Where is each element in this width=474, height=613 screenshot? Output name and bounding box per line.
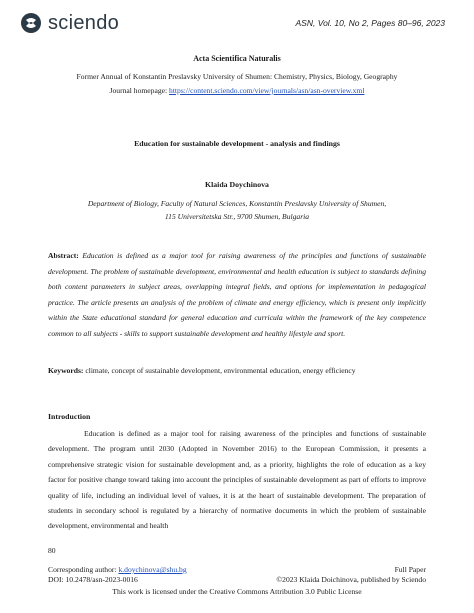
copyright: ©2023 Klaida Doichinova, published by Sciendo: [276, 575, 426, 584]
homepage-link[interactable]: https://content.sciendo.com/view/journals/asn/asn-overview.xml: [169, 86, 365, 95]
homepage-label: Journal homepage:: [109, 86, 170, 95]
paper-type: Full Paper: [394, 565, 426, 574]
introduction-text: Education is defined as a major tool for raising awareness of the principles and functions of sustainable development. The program until 2030 (Adopted in November 2016) to the European Commission, it presents a comprehensive strategic vision for sustainable development and, as a priority, highlights the role of education as a key factor for positive change toward taking into account the principles of sustainable development as part of efforts to improve quality of life, including an individual level of values, it is at the heart of sustainable development. The preparation of students in secondary school is regulated by a hierarchy of normative documents in which the problem of sustainable development, environmental and health: [48, 429, 426, 531]
citation: ASN, Vol. 10, No 2, Pages 80–96, 2023: [295, 18, 445, 28]
footer-left: [48, 565, 187, 585]
corresponding-author: [48, 565, 187, 575]
corresponding-email-link[interactable]: k.doychinova@shu.bg: [118, 565, 187, 574]
abstract: [48, 248, 426, 342]
doi: DOI: 10.2478/asn-2023-0016: [48, 575, 138, 584]
keywords-text: climate, concept of sustainable development, environmental education, energy efficiency: [83, 366, 356, 375]
logo-text: sciendo: [48, 11, 120, 34]
journal-homepage: [0, 86, 474, 95]
sciendo-logo-icon: [20, 12, 42, 34]
footer-right: [276, 565, 426, 585]
publisher-logo: [20, 12, 119, 34]
corresponding-label: Corresponding author:: [48, 565, 119, 574]
keywords-label: Keywords:: [48, 366, 84, 375]
article-title: Education for sustainable development - analysis and findings: [134, 139, 340, 148]
introduction-heading: Introduction: [48, 412, 91, 421]
abstract-text: Education is defined as a major tool for raising awareness of the principles and functions of sustainable development. The problem of sustainable development, environmental and health education is subject to standards defining both content parameters in subject areas, overlapping integral fields, and options for implementation in pedagogical practice. The article presents an analysis of the problem of climate and energy efficiency, which is present only implicitly within the State educational standard for general education and curricula within the framework of the key competence common to all subjects - skills to support sustainable development and healthy lifestyle and sport.: [48, 251, 426, 338]
affiliation-line-1: Department of Biology, Faculty of Natural Sciences, Konstantin Preslavsky University of Shumen,: [87, 199, 387, 208]
abstract-label: Abstract:: [48, 251, 79, 260]
journal-name: Acta Scientifica Naturalis: [193, 54, 281, 63]
page-number: 80: [48, 546, 56, 555]
keywords: [48, 366, 426, 375]
author-name: Klaida Doychinova: [205, 180, 269, 189]
license-notice: This work is licensed under the Creative Commons Attribution 3.0 Public License: [112, 587, 362, 596]
journal-former-name: Former Annual of Konstantin Preslavsky University of Shumen: Chemistry, Physics, Biology, Geography: [76, 72, 398, 81]
affiliation-line-2: 115 Universitetska Str., 9700 Shumen, Bulgaria: [164, 212, 310, 221]
